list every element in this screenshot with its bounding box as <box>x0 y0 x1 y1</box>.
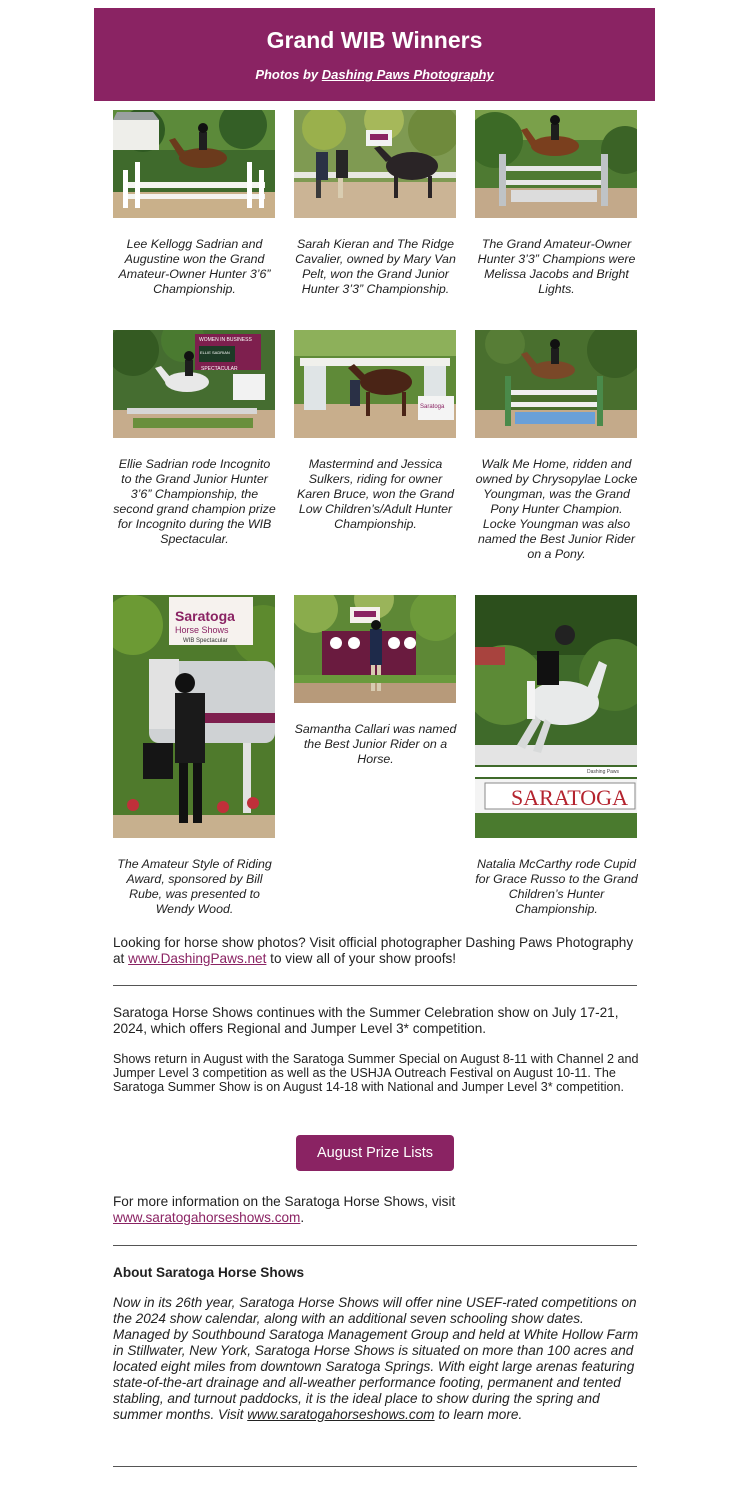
about-paragraph: Now in its 26th year, Saratoga Horse Shows will offer nine USEF-rated competitions on the 2024 show calendar, along with an additional seven schooling show dates. Managed by Southbound Saratoga Management Group and held at White Hollow Farm in Stillwater, New York, Saratoga Horse Shows is situated on more than 100 acres and located eight miles from downtown Saratoga Springs. With eight large arenas featuring state-of-the-art drainage and all-weather performance footing, permanent and tented stabling, and turnout paddocks, it is the ideal place to show during the spring and summer months. Visit www.saratogahorseshows.com to learn more. <box>113 1295 639 1422</box>
photo-caption: Sarah Kieran and The Ridge Cavalier, owned by Mary Van Pelt, won the Grand Junior Hunter 3’3” Championship. <box>295 237 456 296</box>
august-prize-lists-button[interactable]: August Prize Lists <box>296 1135 454 1171</box>
photo-caption: The Grand Amateur-Owner Hunter 3’3” Champions were Melissa Jacobs and Bright Lights. <box>477 237 636 296</box>
photographer-note: Looking for horse show photos? Visit official photographer Dashing Paws Photography at www.DashingPaws.net to view all of your show proofs! <box>113 935 634 966</box>
photo-grand-ao-hunter-36 <box>113 110 275 218</box>
photo-caption: Walk Me Home, ridden and owned by Chrysopylae Locke Youngman, was the Grand Pony Hunter Champion. Locke Youngman was also named the Best Junior Rider on a Pony. <box>475 457 638 561</box>
photo-caption: Samantha Callari was named the Best Junior Rider on a Horse. <box>294 722 457 766</box>
photo-caption: The Amateur Style of Riding Award, sponsored by Bill Rube, was presented to Wendy Wood. <box>117 857 272 916</box>
saratoga-website-link[interactable]: www.saratogahorseshows.com <box>247 1407 435 1422</box>
photo-caption: Ellie Sadrian rode Incognito to the Grand Junior Hunter 3’6” Championship, the second grand champion prize for Incognito during the WIB Spectacular. <box>113 457 276 546</box>
saratoga-website-link[interactable]: www.saratogahorseshows.com <box>113 1210 301 1225</box>
photo-caption: Natalia McCarthy rode Cupid for Grace Russo to the Grand Children’s Hunter Championship. <box>475 857 638 916</box>
sign-text: WOMEN IN BUSINESS <box>199 337 252 343</box>
more-info-paragraph: For more information on the Saratoga Horse Shows, visit www.saratogahorseshows.com. <box>113 1194 456 1225</box>
photo-caption: Mastermind and Jessica Sulkers, riding for owner Karen Bruce, won the Grand Low Children’s/Adult Hunter Championship. <box>296 457 455 531</box>
photo-grand-ao-hunter-33 <box>475 110 637 218</box>
sign-text: Saratoga <box>420 404 445 410</box>
photo-credit: Photos by Dashing Paws Photography <box>255 67 494 82</box>
photo-grand-junior-hunter-33 <box>294 110 456 218</box>
photo-best-junior-horse <box>294 595 456 703</box>
photo-grand-childrens-hunter <box>475 595 637 838</box>
dashingpaws-link[interactable]: www.DashingPaws.net <box>128 951 267 966</box>
sign-text: WIB Spectacular <box>183 638 228 644</box>
page-title: Grand WIB Winners <box>266 27 483 53</box>
photo-grand-junior-hunter-36 <box>113 330 275 438</box>
photo-amateur-style-award <box>113 595 275 838</box>
photo-grand-low-childrens-adult <box>294 330 456 438</box>
header-banner <box>94 8 655 101</box>
photographer-link[interactable]: Dashing Paws Photography <box>321 67 494 82</box>
sign-text: Dashing Paws <box>587 769 619 775</box>
schedule-paragraph-2: Shows return in August with the Saratoga Summer Special on August 8-11 with Channel 2 and Jumper Level 3 competition as well as the USHJA Outreach Festival on August 10-11. The Saratoga Summer Show is on August 14-18 with National and Jumper Level 3* competition. <box>113 1052 639 1094</box>
divider <box>113 1466 637 1467</box>
sign-text: Horse Shows <box>175 625 229 635</box>
about-heading: About Saratoga Horse Shows <box>113 1265 305 1280</box>
schedule-paragraph-1: Saratoga Horse Shows continues with the Summer Celebration show on July 17-21, 2024, which offers Regional and Jumper Level 3* competition. <box>113 1005 619 1036</box>
photo-grand-pony-hunter <box>475 330 637 438</box>
divider <box>113 985 637 986</box>
photo-caption: Lee Kellogg Sadrian and Augustine won the Grand Amateur-Owner Hunter 3’6” Championship. <box>118 237 271 296</box>
sign-text: SARATOGA <box>511 785 628 810</box>
sign-text: SPECTACULAR <box>201 366 238 372</box>
divider <box>113 1245 637 1246</box>
sign-text: Saratoga <box>175 608 235 624</box>
sign-text: ELLIE SADRIAN <box>200 350 230 355</box>
